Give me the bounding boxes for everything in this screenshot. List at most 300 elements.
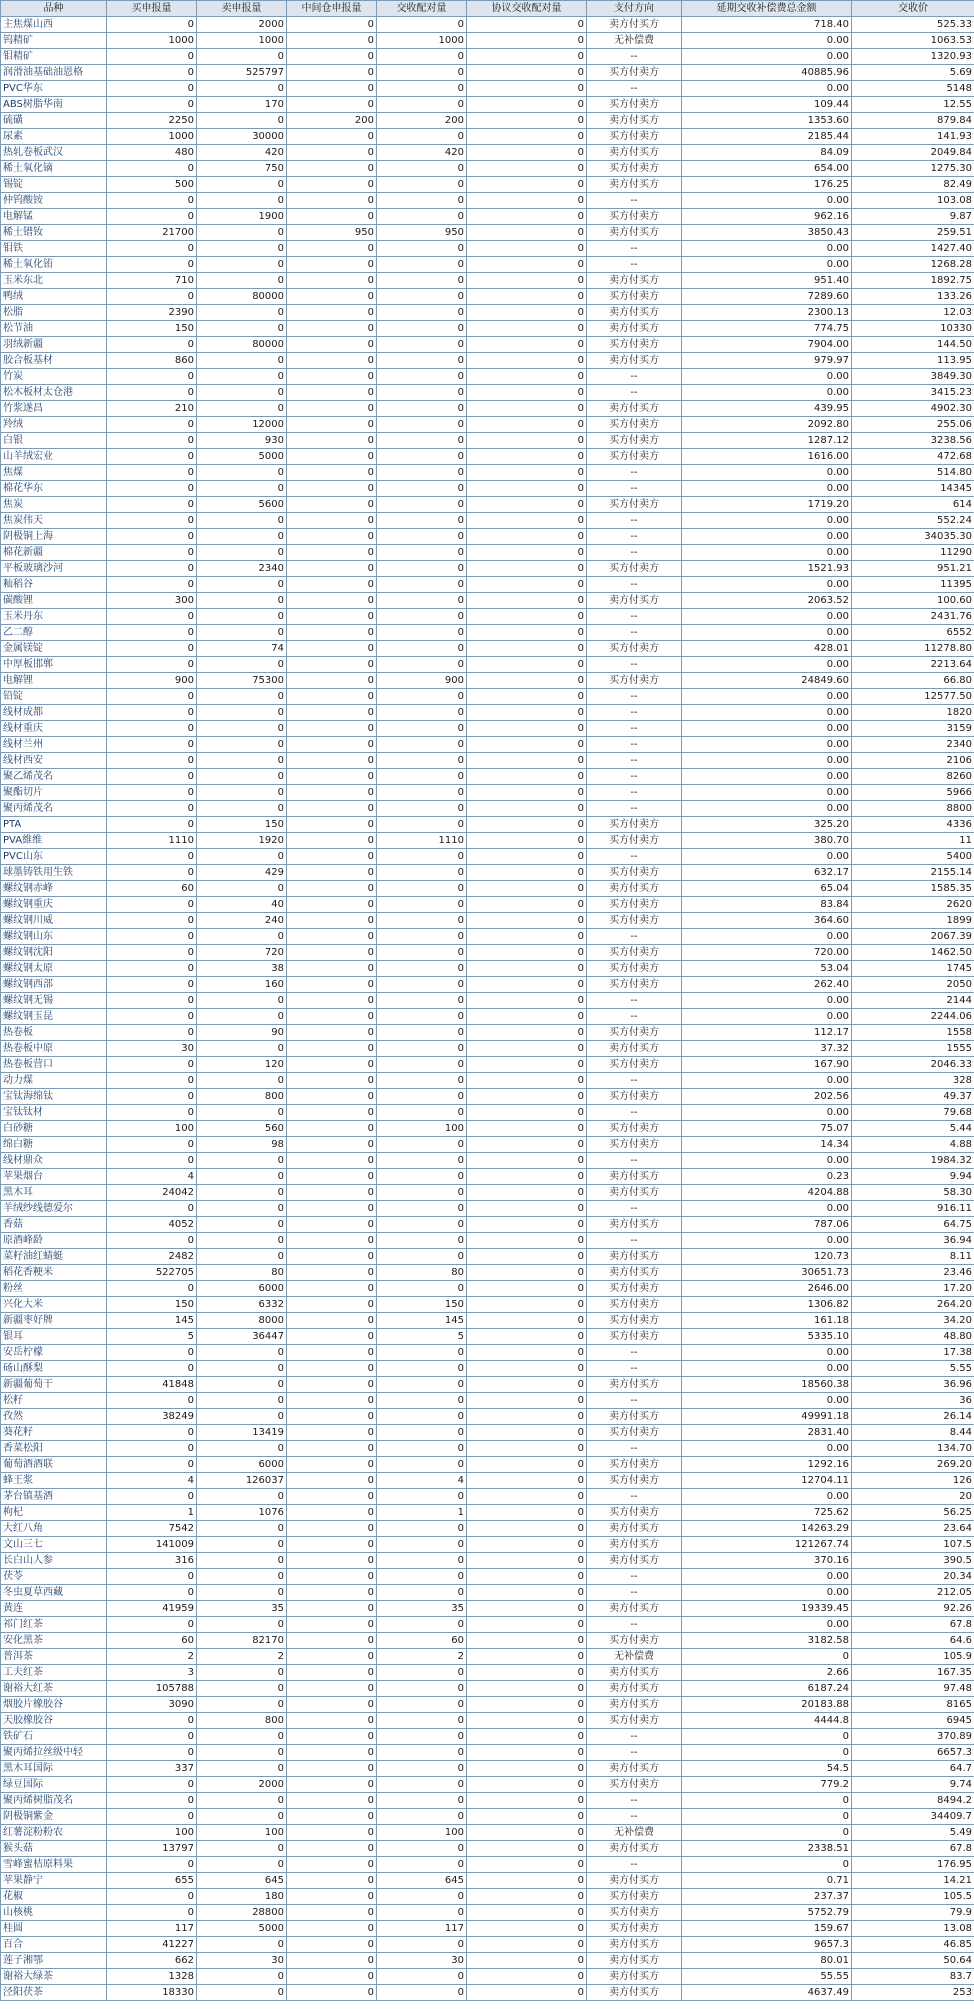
cell-variety[interactable]: 焦煤 [1, 465, 107, 481]
cell-middle-qty: 0 [287, 1585, 377, 1601]
cell-variety[interactable]: 线材成都 [1, 705, 107, 721]
cell-pay-direction: 卖方付买方 [587, 17, 682, 33]
cell-variety[interactable]: 百合 [1, 1937, 107, 1953]
cell-matched-qty: 0 [377, 977, 467, 993]
cell-pay-direction: -- [587, 385, 682, 401]
cell-matched-qty: 35 [377, 1601, 467, 1617]
cell-variety[interactable]: 热卷板营口 [1, 1057, 107, 1073]
cell-buy-qty: 0 [107, 513, 197, 529]
cell-buy-qty: 0 [107, 65, 197, 81]
cell-delivery-price: 8.11 [852, 1249, 974, 1265]
cell-variety[interactable]: 球墨铸铁用生铁 [1, 865, 107, 881]
cell-pay-direction: 买方付卖方 [587, 1889, 682, 1905]
cell-middle-qty: 0 [287, 929, 377, 945]
cell-agreement-qty: 0 [467, 65, 587, 81]
cell-middle-qty: 0 [287, 1553, 377, 1569]
cell-compensation: 202.56 [682, 1089, 852, 1105]
cell-delivery-price: 113.95 [852, 353, 974, 369]
cell-variety[interactable]: 金属镁锭 [1, 641, 107, 657]
cell-middle-qty: 0 [287, 1185, 377, 1201]
cell-variety[interactable]: 蜂王浆 [1, 1473, 107, 1489]
cell-variety[interactable]: 润滑油基础油恩格 [1, 65, 107, 81]
cell-variety[interactable]: 黑木耳国际 [1, 1761, 107, 1777]
cell-variety[interactable]: 螺纹钢玉昆 [1, 1009, 107, 1025]
table-row [1, 561, 974, 577]
cell-delivery-price: 144.50 [852, 337, 974, 353]
table-row [1, 1265, 974, 1281]
cell-matched-qty: 200 [377, 113, 467, 129]
cell-variety[interactable]: 焦炭 [1, 497, 107, 513]
cell-variety[interactable]: 白银 [1, 433, 107, 449]
cell-buy-qty: 60 [107, 1633, 197, 1649]
cell-variety[interactable]: 原酒峰龄 [1, 1233, 107, 1249]
cell-agreement-qty: 0 [467, 641, 587, 657]
cell-variety[interactable]: 胶合板基材 [1, 353, 107, 369]
cell-middle-qty: 0 [287, 401, 377, 417]
cell-middle-qty: 0 [287, 1265, 377, 1281]
cell-variety[interactable]: 阴极铜上海 [1, 529, 107, 545]
cell-pay-direction: -- [587, 1361, 682, 1377]
cell-variety[interactable]: 谢裕大红茶 [1, 1681, 107, 1697]
cell-sell-qty: 0 [197, 1041, 287, 1057]
cell-variety[interactable]: 香菇 [1, 1217, 107, 1233]
cell-delivery-price: 9.74 [852, 1777, 974, 1793]
cell-variety[interactable]: 钨精矿 [1, 33, 107, 49]
cell-middle-qty: 0 [287, 1761, 377, 1777]
cell-buy-qty: 662 [107, 1953, 197, 1969]
table-row [1, 913, 974, 929]
cell-compensation: 779.2 [682, 1777, 852, 1793]
cell-sell-qty: 0 [197, 513, 287, 529]
table-row [1, 321, 974, 337]
cell-variety[interactable]: 玉米丹东 [1, 609, 107, 625]
cell-matched-qty: 0 [377, 945, 467, 961]
cell-variety[interactable]: 热卷板中原 [1, 1041, 107, 1057]
cell-variety[interactable]: PVC山东 [1, 849, 107, 865]
cell-middle-qty: 0 [287, 913, 377, 929]
cell-pay-direction: -- [587, 929, 682, 945]
cell-buy-qty: 2482 [107, 1249, 197, 1265]
cell-buy-qty: 24042 [107, 1185, 197, 1201]
cell-variety[interactable]: 普洱茶 [1, 1649, 107, 1665]
cell-delivery-price: 58.30 [852, 1185, 974, 1201]
cell-variety[interactable]: 白砂糖 [1, 1121, 107, 1137]
cell-variety[interactable]: 鸭绒 [1, 289, 107, 305]
cell-variety[interactable]: 安化黑茶 [1, 1633, 107, 1649]
cell-sell-qty: 0 [197, 1393, 287, 1409]
cell-variety[interactable]: 碳酸锂 [1, 593, 107, 609]
cell-variety[interactable]: 线材西安 [1, 753, 107, 769]
cell-variety[interactable]: 松籽 [1, 1393, 107, 1409]
cell-sell-qty: 0 [197, 1249, 287, 1265]
cell-variety[interactable]: 主焦煤山西 [1, 17, 107, 33]
cell-variety[interactable]: 新疆葡萄干 [1, 1377, 107, 1393]
cell-matched-qty: 0 [377, 1777, 467, 1793]
cell-sell-qty: 0 [197, 1857, 287, 1873]
cell-variety[interactable]: 电解锰 [1, 209, 107, 225]
cell-middle-qty: 0 [287, 1873, 377, 1889]
cell-middle-qty: 0 [287, 865, 377, 881]
cell-matched-qty: 0 [377, 193, 467, 209]
cell-middle-qty: 0 [287, 1953, 377, 1969]
cell-agreement-qty: 0 [467, 225, 587, 241]
cell-sell-qty: 0 [197, 1153, 287, 1169]
cell-delivery-price: 67.8 [852, 1841, 974, 1857]
cell-matched-qty: 0 [377, 49, 467, 65]
cell-variety[interactable]: 黄连 [1, 1601, 107, 1617]
cell-matched-qty: 0 [377, 609, 467, 625]
cell-variety[interactable]: 螺纹钢山东 [1, 929, 107, 945]
cell-middle-qty: 0 [287, 561, 377, 577]
cell-agreement-qty: 0 [467, 1265, 587, 1281]
cell-delivery-price: 26.14 [852, 1409, 974, 1425]
cell-sell-qty: 5000 [197, 1921, 287, 1937]
cell-sell-qty: 36447 [197, 1329, 287, 1345]
cell-delivery-price: 49.37 [852, 1089, 974, 1105]
cell-delivery-price: 67.8 [852, 1617, 974, 1633]
cell-sell-qty: 0 [197, 241, 287, 257]
cell-variety[interactable]: 阴极铜紫金 [1, 1809, 107, 1825]
cell-sell-qty: 0 [197, 369, 287, 385]
cell-variety[interactable]: ABS树脂华南 [1, 97, 107, 113]
cell-variety[interactable]: 电解锂 [1, 673, 107, 689]
cell-agreement-qty: 0 [467, 1137, 587, 1153]
cell-pay-direction: 买方付卖方 [587, 97, 682, 113]
cell-delivery-price: 8494.2 [852, 1793, 974, 1809]
cell-variety[interactable]: 大红八角 [1, 1521, 107, 1537]
cell-delivery-price: 5.55 [852, 1361, 974, 1377]
table-row [1, 1601, 974, 1617]
cell-variety[interactable]: 热卷板 [1, 1025, 107, 1041]
cell-variety[interactable]: 竹炭 [1, 369, 107, 385]
cell-matched-qty: 0 [377, 1969, 467, 1985]
cell-compensation: 30651.73 [682, 1265, 852, 1281]
cell-variety[interactable]: 兴化大米 [1, 1297, 107, 1313]
cell-variety[interactable]: 葡萄酒酒联 [1, 1457, 107, 1473]
cell-delivery-price: 17.38 [852, 1345, 974, 1361]
cell-compensation: 0.00 [682, 929, 852, 945]
cell-sell-qty: 1920 [197, 833, 287, 849]
cell-matched-qty: 5 [377, 1329, 467, 1345]
table-row [1, 1825, 974, 1841]
cell-matched-qty: 60 [377, 1633, 467, 1649]
cell-variety[interactable]: 羚绒 [1, 417, 107, 433]
cell-matched-qty: 100 [377, 1121, 467, 1137]
cell-variety[interactable]: 红薯淀粉粉农 [1, 1825, 107, 1841]
cell-variety[interactable]: 稀土镨钕 [1, 225, 107, 241]
cell-compensation: 237.37 [682, 1889, 852, 1905]
cell-buy-qty: 0 [107, 721, 197, 737]
cell-middle-qty: 950 [287, 225, 377, 241]
cell-variety[interactable]: 枸杞 [1, 1505, 107, 1521]
cell-variety[interactable]: 动力煤 [1, 1073, 107, 1089]
cell-variety[interactable]: 冬虫夏草西藏 [1, 1585, 107, 1601]
cell-variety[interactable]: 棉花华东 [1, 481, 107, 497]
cell-variety[interactable]: 泾阳茯茶 [1, 1985, 107, 2001]
cell-variety[interactable]: 棉花新疆 [1, 545, 107, 561]
cell-middle-qty: 0 [287, 1489, 377, 1505]
cell-variety[interactable]: 稀土氧化镝 [1, 161, 107, 177]
cell-variety[interactable]: 螺纹钢太原 [1, 961, 107, 977]
cell-variety[interactable]: 葵花籽 [1, 1425, 107, 1441]
cell-variety[interactable]: 籼稻谷 [1, 577, 107, 593]
cell-sell-qty: 0 [197, 1745, 287, 1761]
cell-matched-qty: 0 [377, 1169, 467, 1185]
cell-matched-qty: 0 [377, 561, 467, 577]
cell-matched-qty: 0 [377, 529, 467, 545]
cell-delivery-price: 34035.30 [852, 529, 974, 545]
cell-variety[interactable]: 茅台镇基酒 [1, 1489, 107, 1505]
cell-sell-qty: 0 [197, 625, 287, 641]
cell-buy-qty: 7542 [107, 1521, 197, 1537]
cell-matched-qty: 30 [377, 1953, 467, 1969]
cell-sell-qty: 0 [197, 321, 287, 337]
cell-matched-qty: 0 [377, 1393, 467, 1409]
cell-buy-qty: 0 [107, 737, 197, 753]
cell-delivery-price: 2046.33 [852, 1057, 974, 1073]
cell-variety[interactable]: 螺纹钢重庆 [1, 897, 107, 913]
cell-middle-qty: 0 [287, 897, 377, 913]
cell-variety[interactable]: 锡锭 [1, 177, 107, 193]
cell-variety[interactable]: 山核桃 [1, 1905, 107, 1921]
cell-variety[interactable]: 螺纹钢沈阳 [1, 945, 107, 961]
cell-compensation: 0.00 [682, 1441, 852, 1457]
cell-variety[interactable]: 祁门红茶 [1, 1617, 107, 1633]
cell-agreement-qty: 0 [467, 1601, 587, 1617]
cell-pay-direction: 卖方付买方 [587, 305, 682, 321]
table-row [1, 305, 974, 321]
cell-pay-direction: -- [587, 577, 682, 593]
cell-variety[interactable]: 尿素 [1, 129, 107, 145]
cell-pay-direction: -- [587, 1201, 682, 1217]
table-row [1, 193, 974, 209]
cell-agreement-qty: 0 [467, 1457, 587, 1473]
cell-variety[interactable]: 聚酯切片 [1, 785, 107, 801]
cell-variety[interactable]: 聚乙烯茂名 [1, 769, 107, 785]
cell-variety[interactable]: 稀土氧化铕 [1, 257, 107, 273]
cell-variety[interactable]: 宝钛钛材 [1, 1105, 107, 1121]
cell-variety[interactable]: 黑木耳 [1, 1185, 107, 1201]
cell-agreement-qty: 0 [467, 209, 587, 225]
cell-variety[interactable]: 松木板材太仓港 [1, 385, 107, 401]
cell-buy-qty: 0 [107, 1425, 197, 1441]
cell-variety[interactable]: 聚丙烯拉丝级中轻 [1, 1745, 107, 1761]
table-row [1, 1441, 974, 1457]
cell-variety[interactable]: PVC华东 [1, 81, 107, 97]
table-row [1, 961, 974, 977]
cell-sell-qty: 30000 [197, 129, 287, 145]
cell-buy-qty: 0 [107, 257, 197, 273]
cell-buy-qty: 0 [107, 1345, 197, 1361]
cell-agreement-qty: 0 [467, 1217, 587, 1233]
cell-agreement-qty: 0 [467, 1313, 587, 1329]
cell-pay-direction: 卖方付买方 [587, 1937, 682, 1953]
cell-sell-qty: 0 [197, 305, 287, 321]
cell-buy-qty: 0 [107, 289, 197, 305]
cell-compensation: 3850.43 [682, 225, 852, 241]
cell-sell-qty: 750 [197, 161, 287, 177]
cell-sell-qty: 0 [197, 257, 287, 273]
cell-delivery-price: 2244.06 [852, 1009, 974, 1025]
cell-pay-direction: -- [587, 513, 682, 529]
cell-variety[interactable]: 香菜松阳 [1, 1441, 107, 1457]
cell-variety[interactable]: 线材重庆 [1, 721, 107, 737]
cell-pay-direction: 卖方付买方 [587, 1761, 682, 1777]
cell-variety[interactable]: 竹浆遂昌 [1, 401, 107, 417]
cell-variety[interactable]: 粉丝 [1, 1281, 107, 1297]
cell-compensation: 161.18 [682, 1313, 852, 1329]
cell-variety[interactable]: 茯苓 [1, 1569, 107, 1585]
cell-variety[interactable]: 聚丙烯树脂茂名 [1, 1793, 107, 1809]
cell-variety[interactable]: 猴头菇 [1, 1841, 107, 1857]
cell-middle-qty: 0 [287, 1601, 377, 1617]
cell-pay-direction: 买方付卖方 [587, 1633, 682, 1649]
cell-agreement-qty: 0 [467, 353, 587, 369]
cell-variety[interactable]: 平板玻璃沙河 [1, 561, 107, 577]
cell-variety[interactable]: 中厚板邯郸 [1, 657, 107, 673]
cell-middle-qty: 0 [287, 689, 377, 705]
cell-sell-qty: 0 [197, 1537, 287, 1553]
cell-variety[interactable]: 松节油 [1, 321, 107, 337]
table-row [1, 1665, 974, 1681]
cell-variety[interactable]: 线材兰州 [1, 737, 107, 753]
cell-buy-qty: 0 [107, 337, 197, 353]
cell-variety[interactable]: 螺纹钢赤峰 [1, 881, 107, 897]
cell-matched-qty: 0 [377, 929, 467, 945]
cell-variety[interactable]: 钼铁 [1, 241, 107, 257]
cell-variety[interactable]: 花椒 [1, 1889, 107, 1905]
cell-matched-qty: 0 [377, 817, 467, 833]
cell-variety[interactable]: 桂圆 [1, 1921, 107, 1937]
cell-compensation: 4204.88 [682, 1185, 852, 1201]
cell-middle-qty: 0 [287, 1905, 377, 1921]
cell-compensation: 2092.80 [682, 417, 852, 433]
table-row [1, 1409, 974, 1425]
cell-variety[interactable]: 仲钨酸铵 [1, 193, 107, 209]
cell-middle-qty: 0 [287, 417, 377, 433]
table-row [1, 1041, 974, 1057]
cell-compensation: 3182.58 [682, 1633, 852, 1649]
cell-pay-direction: 买方付卖方 [587, 497, 682, 513]
cell-middle-qty: 0 [287, 545, 377, 561]
cell-variety[interactable]: 孜然 [1, 1409, 107, 1425]
cell-matched-qty: 117 [377, 1921, 467, 1937]
cell-variety[interactable]: 雪峰蜜桔原料果 [1, 1857, 107, 1873]
cell-variety[interactable]: 新疆枣好牌 [1, 1313, 107, 1329]
cell-variety[interactable]: 松脂 [1, 305, 107, 321]
table-row [1, 1233, 974, 1249]
cell-variety[interactable]: 稻花香粳米 [1, 1265, 107, 1281]
cell-variety[interactable]: 工夫红茶 [1, 1665, 107, 1681]
cell-variety[interactable]: PVA維维 [1, 833, 107, 849]
table-row [1, 625, 974, 641]
cell-variety[interactable]: 铅锭 [1, 689, 107, 705]
cell-sell-qty: 0 [197, 1073, 287, 1089]
cell-pay-direction: 买方付卖方 [587, 1313, 682, 1329]
cell-middle-qty: 0 [287, 1713, 377, 1729]
cell-variety[interactable]: 绵白糖 [1, 1137, 107, 1153]
cell-variety[interactable]: 安岳柠檬 [1, 1345, 107, 1361]
cell-compensation: 380.70 [682, 833, 852, 849]
cell-matched-qty: 0 [377, 1489, 467, 1505]
cell-matched-qty: 0 [377, 385, 467, 401]
cell-variety[interactable]: 谢裕大绿茶 [1, 1969, 107, 1985]
cell-compensation: 718.40 [682, 17, 852, 33]
cell-agreement-qty: 0 [467, 1041, 587, 1057]
cell-sell-qty: 5000 [197, 449, 287, 465]
cell-variety[interactable]: 乙二醇 [1, 625, 107, 641]
cell-sell-qty: 800 [197, 1713, 287, 1729]
cell-pay-direction: -- [587, 737, 682, 753]
cell-variety[interactable]: 硫磺 [1, 113, 107, 129]
cell-delivery-price: 11 [852, 833, 974, 849]
cell-variety[interactable]: 山羊绒宏业 [1, 449, 107, 465]
cell-variety[interactable]: 莲子湘鄂 [1, 1953, 107, 1969]
cell-agreement-qty: 0 [467, 273, 587, 289]
table-row [1, 641, 974, 657]
cell-variety[interactable]: 螺纹钢川威 [1, 913, 107, 929]
cell-pay-direction: 卖方付买方 [587, 1041, 682, 1057]
table-row [1, 113, 974, 129]
cell-variety[interactable]: 银耳 [1, 1329, 107, 1345]
cell-variety[interactable]: 天胶橡胶谷 [1, 1713, 107, 1729]
cell-variety[interactable]: 羽绒新疆 [1, 337, 107, 353]
cell-variety[interactable]: 螺纹钢无锡 [1, 993, 107, 1009]
cell-variety[interactable]: 热轧卷板武汉 [1, 145, 107, 161]
cell-variety[interactable]: 菜籽油红蜻蜓 [1, 1249, 107, 1265]
cell-variety[interactable]: 宝钛海绵钛 [1, 1089, 107, 1105]
cell-variety[interactable]: 铁矿石 [1, 1729, 107, 1745]
cell-pay-direction: 买方付卖方 [587, 817, 682, 833]
cell-variety[interactable]: 文山三七 [1, 1537, 107, 1553]
table-row [1, 833, 974, 849]
cell-variety[interactable]: 螺纹钢西部 [1, 977, 107, 993]
cell-middle-qty: 0 [287, 1393, 377, 1409]
cell-variety[interactable]: PTA [1, 817, 107, 833]
cell-agreement-qty: 0 [467, 1857, 587, 1873]
cell-variety[interactable]: 苹果静宁 [1, 1873, 107, 1889]
cell-pay-direction: -- [587, 1585, 682, 1601]
cell-variety[interactable]: 焦炭伟天 [1, 513, 107, 529]
cell-delivery-price: 8260 [852, 769, 974, 785]
cell-sell-qty: 0 [197, 993, 287, 1009]
cell-sell-qty: 0 [197, 785, 287, 801]
cell-pay-direction: -- [587, 705, 682, 721]
cell-buy-qty: 480 [107, 145, 197, 161]
cell-variety[interactable]: 砀山酥梨 [1, 1361, 107, 1377]
cell-variety[interactable]: 羊绒纱线德爱尔 [1, 1201, 107, 1217]
cell-variety[interactable]: 烟胶片橡胶谷 [1, 1697, 107, 1713]
cell-variety[interactable]: 玉米东北 [1, 273, 107, 289]
cell-delivery-price: 5966 [852, 785, 974, 801]
cell-pay-direction: 买方付卖方 [587, 833, 682, 849]
cell-variety[interactable]: 苹果烟台 [1, 1169, 107, 1185]
cell-pay-direction: 买方付卖方 [587, 961, 682, 977]
cell-delivery-price: 6657.3 [852, 1745, 974, 1761]
cell-compensation: 0.00 [682, 193, 852, 209]
cell-buy-qty: 0 [107, 641, 197, 657]
cell-variety[interactable]: 聚丙烯茂名 [1, 801, 107, 817]
cell-agreement-qty: 0 [467, 33, 587, 49]
cell-variety[interactable]: 线材鼎众 [1, 1153, 107, 1169]
cell-variety[interactable]: 长白山人参 [1, 1553, 107, 1569]
cell-matched-qty: 0 [377, 993, 467, 1009]
cell-variety[interactable]: 绿豆国际 [1, 1777, 107, 1793]
cell-pay-direction: 无补偿费 [587, 1649, 682, 1665]
cell-pay-direction: 无补偿费 [587, 33, 682, 49]
cell-variety[interactable]: 钼精矿 [1, 49, 107, 65]
cell-delivery-price: 34409.7 [852, 1809, 974, 1825]
